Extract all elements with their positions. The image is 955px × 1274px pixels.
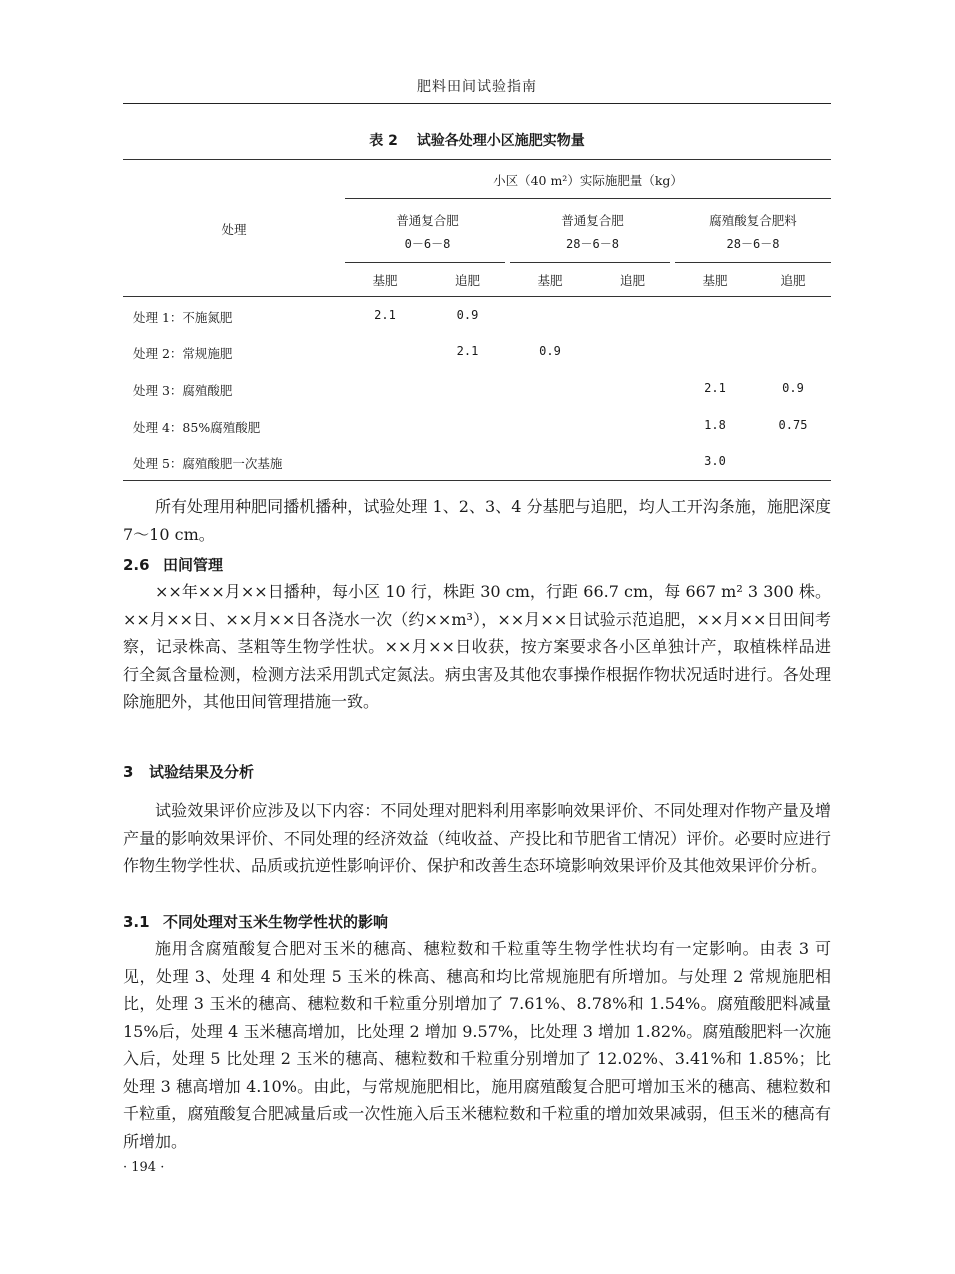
fertilizer-rule-3 [675,262,831,263]
table-label: 表 2 [369,133,398,149]
section-title: 田间管理 [163,556,224,574]
sub-header-top-3: 追肥 [780,273,806,288]
row-header: 处理 [221,222,247,237]
fertilizer-table [123,156,831,482]
section-title: 不同处理对玉米生物学性状的影响 [163,913,389,931]
paragraph-evaluation: 试验效果评价应涉及以下内容：不同处理对肥料利用率影响效果评价、不同处理对作物产量及增产量的影响效果评价、不同处理的经济效益（纯收益、产投比和节肥省工情况）评价。必要时应进行作物生物学性状、品质或抗逆性影响评价、保护和改善生态环境影响效果评价及其他效果评价分析。 [123,801,831,875]
sub-header-top-2: 追肥 [619,273,645,288]
cell-1-2: 0.9 [456,308,479,322]
cell-1-1: 2.1 [374,308,396,322]
paragraph-field-management: ××年××月××日播种，每小区 10 行，株距 30 cm，行距 66.7 cm，每 667 m² 3 300 株。××月××日、××月××日各浇水一次（约××m³），××月××日试验示范追肥，××月××日田间考察，记录株高、茎粗等生物学性状。××月××日收获，按方案要求各小区单独计产，取植株样品进行全氮含量检测，检测方法采用凯式定氮法。病虫害及其他农事操作根据作物状况适时进行。各处理除施肥外，其他田间管理措施一致。 [123,582,831,711]
section-number: 2.6 [123,556,150,574]
paragraph-biological-traits: 施用含腐殖酸复合肥对玉米的穗高、穗粒数和千粒重等生物学性状均有一定影响。由表 3 可见，处理 3、处理 4 和处理 5 玉米的株高、穗高和均比常规施肥有所增加。与处理 2 常规施肥相比，处理 3 玉米的穗高、穗粒数和千粒重分别增加了 7.61%、8.78%和 1.54%。腐殖酸肥料减量 15%后，处理 4 玉米穗高增加，比处理 2 增加 9.57%，比处理 3 增加 1.82%。腐殖酸肥料一次施入后，处理 5 比处理 2 玉米的穗高、穗粒数和千粒重分别增加了 12.02%、3.41%和 1.85%；比处理 3 穗高增加 4.10%。由此，与常规施肥相比，施用腐殖酸复合肥可增加玉米的穗高、穗粒数和千粒重，腐殖酸复合肥减量后或一次性施入后玉米穗粒数和千粒重的增加效果减弱，但玉米的穗高有所增加。 [123,939,831,1151]
section-heading-3 [123,761,831,782]
group-rule [345,198,831,199]
fertilizer-rule-1 [345,262,505,263]
sub-header-base-2: 基肥 [537,273,563,288]
paragraph-sowing: 所有处理用种肥同播机播种，试验处理 1、2、3、4 分基肥与追肥，均人工开沟条施，施肥深度 7～10 cm。 [123,497,831,544]
sub-header-top-1: 追肥 [454,273,480,288]
sub-header-base-1: 基肥 [372,273,398,288]
header-bottom-rule [123,296,831,297]
row-label-5: 处理 5：腐殖酸肥一次基施 [133,456,283,471]
section-heading-3-1 [123,911,831,932]
fertilizer-name-2: 普通复合肥 [561,213,624,228]
page-number: · 194 · [123,1160,165,1175]
table-title: 试验各处理小区施肥实物量 [416,133,585,149]
fertilizer-name-1: 普通复合肥 [396,213,459,228]
section-number: 3.1 [123,913,150,931]
fertilizer-name-3: 腐殖酸复合肥料 [709,213,797,228]
cell-2-3: 0.9 [539,344,561,358]
cell-3-6: 0.9 [782,381,804,395]
table-top-rule [123,159,831,160]
cell-2-2: 2.1 [456,344,479,358]
col-group-title: 小区（40 m²）实际施肥量（kg） [493,173,683,188]
row-label-1: 处理 1：不施氮肥 [133,310,233,325]
header-rule [123,103,831,104]
section-number: 3 [123,763,134,781]
cell-4-5: 1.8 [704,418,726,432]
cell-4-6: 0.75 [778,418,808,432]
cell-5-5: 3.0 [704,454,726,468]
fertilizer-ratio-2: 28－6－8 [566,237,619,251]
row-label-2: 处理 2：常规施肥 [133,346,233,361]
row-label-3: 处理 3：腐殖酸肥 [133,383,233,398]
fertilizer-ratio-3: 28－6－8 [726,237,780,251]
cell-3-5: 2.1 [704,381,726,395]
section-heading-2-6 [123,554,831,575]
row-label-4: 处理 4：85%腐殖酸肥 [133,420,261,435]
table-bottom-rule [123,480,831,481]
sub-header-base-3: 基肥 [702,273,728,288]
table-caption [123,130,831,150]
section-title: 试验结果及分析 [149,763,255,781]
running-title: 肥料田间试验指南 [417,79,537,95]
fertilizer-ratio-1: 0－6－8 [404,237,451,251]
fertilizer-rule-2 [510,262,670,263]
